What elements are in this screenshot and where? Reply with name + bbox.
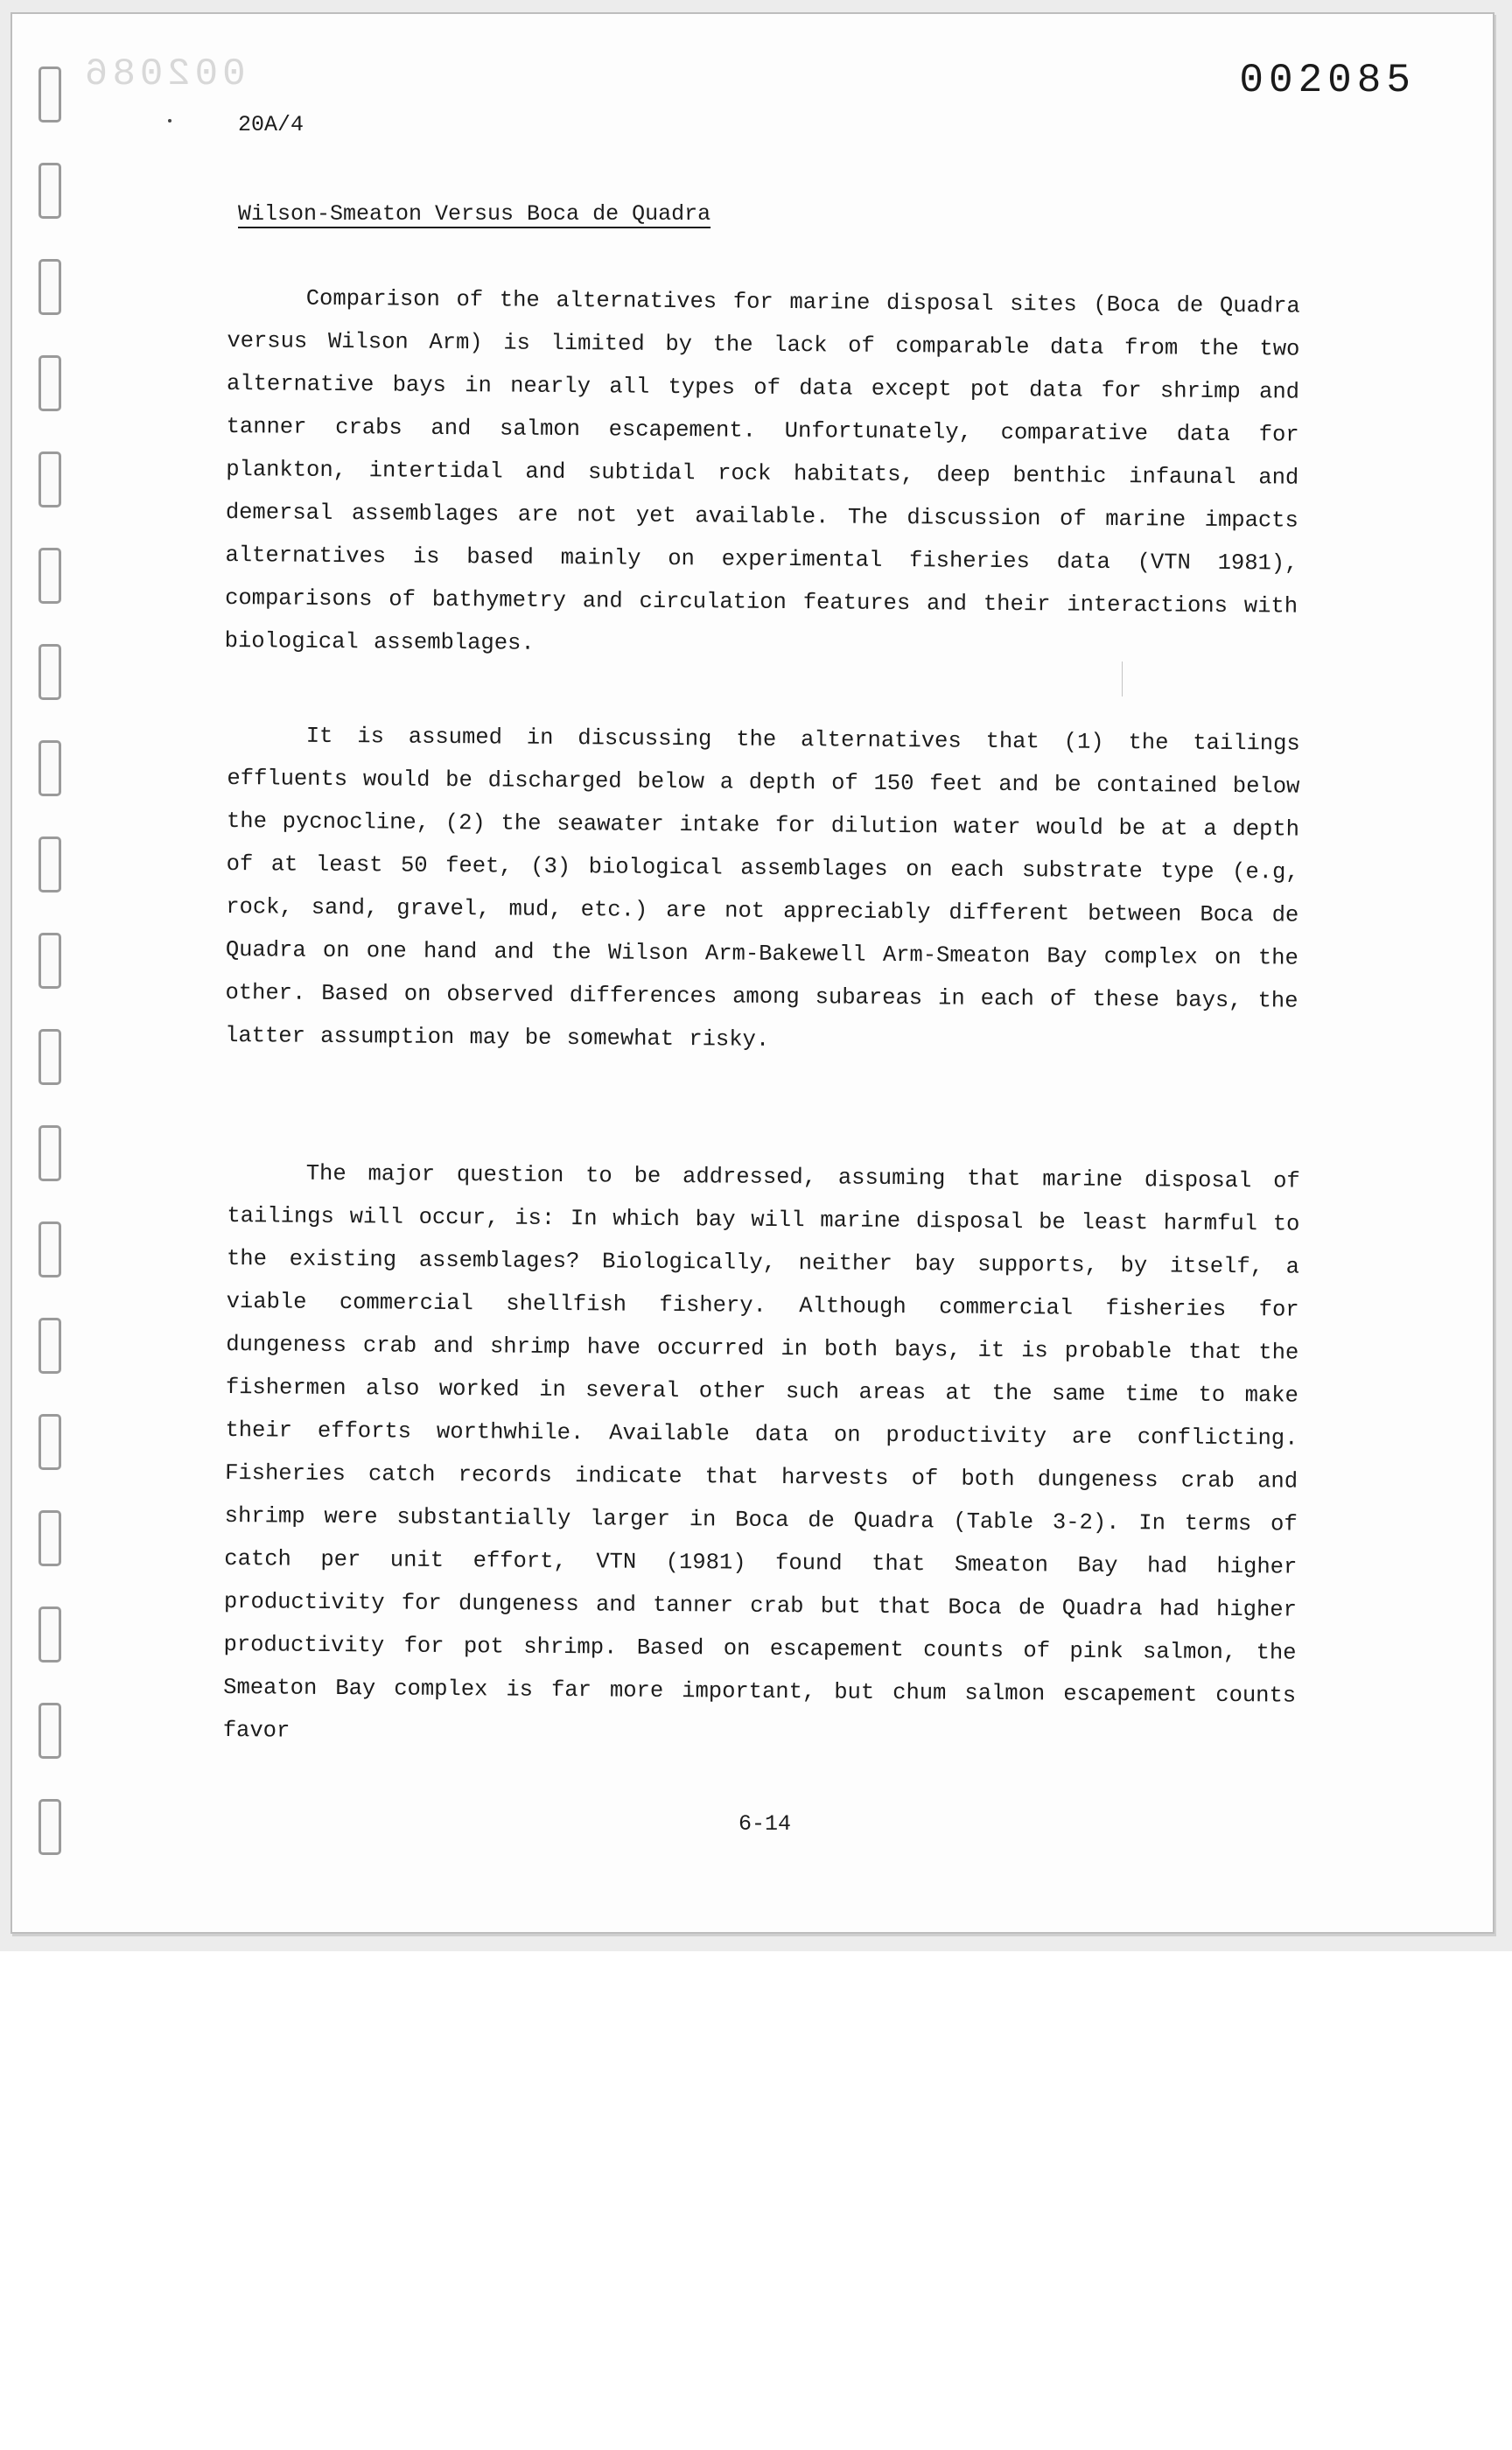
page-number: 6-14	[738, 1811, 792, 1837]
document-number: 002085	[1239, 58, 1416, 103]
binder-hole-icon	[38, 355, 61, 411]
paragraph-comparison: Comparison of the alternatives for marine disposal sites (Boca de Quadra versus Wilson Arm) is limited by the lack of comparable data from the two alternative bays in nearly all types of data except pot data for shrimp and tanner crabs and salmon escapement. Unfortunately, comparative data for plankton, intertidal and subtidal rock habitats, deep benthic infaunal and demersal assemblages are not yet available. The discussion of marine impacts alternatives is based mainly on experimental fisheries data (VTN 1981), comparisons of bathymetry and circulation features and their interactions with biological assemblages.	[224, 285, 1300, 656]
reference-code: 20A/4	[238, 112, 304, 137]
paper-crease	[1122, 662, 1123, 696]
section-title: Wilson-Smeaton Versus Boca de Quadra	[238, 201, 711, 227]
stray-mark	[168, 119, 172, 122]
binder-hole-icon	[38, 1799, 61, 1855]
binder-hole-icon	[38, 836, 61, 892]
binder-hole-icon	[38, 1222, 61, 1278]
binder-hole-icon	[38, 1414, 61, 1470]
binder-hole-icon	[38, 740, 61, 796]
binder-hole-icon	[38, 66, 61, 122]
bleed-through-number: 002086	[80, 52, 246, 96]
binder-hole-icon	[38, 933, 61, 989]
document-page	[10, 12, 1494, 1934]
binder-hole-icon	[38, 452, 61, 508]
binder-holes	[38, 66, 65, 1886]
binder-hole-icon	[38, 1125, 61, 1181]
paragraph-assumptions: It is assumed in discussing the alternatives that (1) the tailings effluents would be discharged below a depth of 150 feet and be contained below the pycnocline, (2) the seawater intake for dilution water would be at a depth of at least 50 feet, (3) biological assemblages on each substrate type (e.g, rock, sand, gravel, mud, etc.) are not appreciably different between Boca de Quadra on one hand and the Wilson Arm-Bakewell Arm-Smeaton Bay complex on the other. Based on observed differences among subareas in each of these bays, the latter assumption may be somewhat risky.	[224, 723, 1300, 1053]
paragraph-major-question: The major question to be addressed, assuming that marine disposal of tailings will occur, is: In which bay will marine disposal be least harmful to the existing assemblages? Biologically, neither bay supports, by itself, a viable commercial shellfish fishery. Although commercial fisheries for dungeness crab and shrimp have occurred in both bays, it is probable that the fishermen also worked in several other such areas at the same time to make their efforts worthwhile. Available data on productivity are conflicting. Fisheries catch records indicate that harvests of both dungeness crab and shrimp were substantially larger in Boca de Quadra (Table 3-2). In terms of catch per unit effort, VTN (1981) found that Smeaton Bay had higher productivity for dungeness and tanner crab but that Boca de Quadra had higher productivity for pot shrimp. Based on escapement counts of pink salmon, the Smeaton Bay complex is far more important, but chum salmon escapement counts favor	[222, 1160, 1300, 1744]
binder-hole-icon	[38, 1318, 61, 1374]
binder-hole-icon	[38, 1510, 61, 1566]
binder-hole-icon	[38, 163, 61, 219]
binder-hole-icon	[38, 548, 61, 604]
binder-hole-icon	[38, 259, 61, 315]
binder-hole-icon	[38, 1029, 61, 1085]
binder-hole-icon	[38, 644, 61, 700]
binder-hole-icon	[38, 1606, 61, 1662]
binder-hole-icon	[38, 1703, 61, 1759]
